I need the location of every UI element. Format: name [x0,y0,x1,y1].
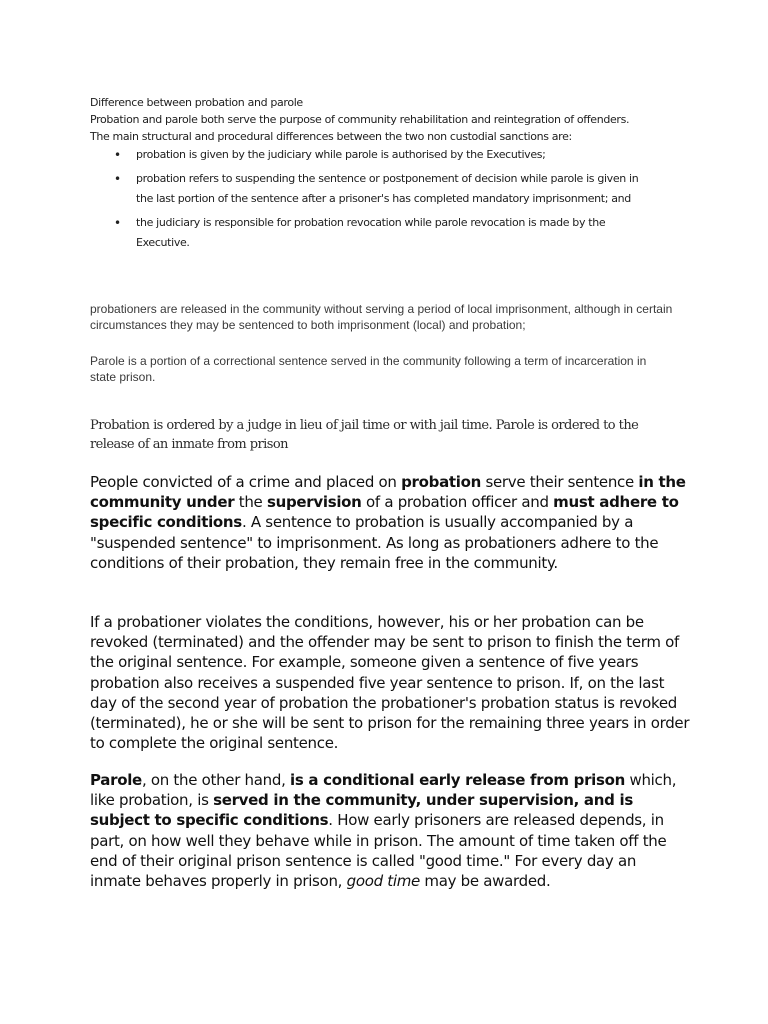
list-item: • probation refers to suspending the sentence or postponement of decision while parole is given in the last portion of the sentence after a prisoner's has completed mandatory imprisonment; and [136,169,650,210]
bold-text: must adhere to specific conditions [90,493,679,532]
text-span: serve their sentence [481,473,639,491]
probation-paragraph [90,472,690,573]
intro-section [90,94,650,257]
bold-text: in the community under [90,473,686,512]
parole-paragraph [90,770,690,891]
ordered-paragraph: Probation is ordered by a judge in lieu of jail time or with jail time. Parole is ordered to the release of an inmate from prison [90,418,639,452]
parole-definition-paragraph: Parole is a portion of a correctional sentence served in the community following a term of incarceration in state prison. [90,354,647,384]
bold-text: is a conditional early release from prison [290,771,626,789]
probationers-paragraph: probationers are released in the community without serving a period of local imprisonment, although in certain circumstances they may be sentenced to both imprisonment (local) and probation; [90,302,673,332]
list-item: • the judiciary is responsible for probation revocation while parole revocation is made by the Executive. [136,213,650,254]
intro-title: Difference between probation and parole [90,96,303,109]
text-span: which, like probation, is [90,771,677,810]
text-span: . A sentence to probation is usually accompanied by a "suspended sentence" to imprisonment. As long as probationers adhere to the conditions of their probation, they remain free in the community. [90,513,659,572]
bold-text: supervision [266,493,362,512]
violation-paragraph: If a probationer violates the conditions, however, his or her probation can be revoked (terminated) and the offender may be sent to prison to finish the term of the original sentence. For example, someone given a sentence of five years probation also receives a suspended five year sentence to prison. If, on the last day of the second year of probation the probationer's probation status is revoked (terminated), he or she will be sent to prison for the remaining three years in order to complete the original sentence. [90,613,690,753]
text-span: . How early prisoners are released depends, in part, on how well they behave while in prison. The amount of time taken off the end of their original prison sentence is called "good time." For every day an inmate behaves properly in prison, [90,811,667,891]
italic-text: good time [346,872,420,891]
differences-list [90,145,650,254]
text-span: People convicted of a crime and placed on [90,473,402,491]
text-span: may be awarded. [419,872,551,891]
text-span: the [234,493,267,512]
bold-text: Parole [90,771,142,789]
bold-text: served in the community, under supervision, and is subject to specific conditions [90,791,633,830]
text-span: of a probation officer and [361,493,554,512]
bold-text: probation [401,473,481,491]
list-item: • probation is given by the judiciary while parole is authorised by the Executives; [136,145,650,166]
text-span: , on the other hand, [141,771,291,789]
intro-lead: Probation and parole both serve the purpose of community rehabilitation and reintegration of offenders. The main structural and procedural differences between the two non custodial sanctions are: [90,113,630,143]
